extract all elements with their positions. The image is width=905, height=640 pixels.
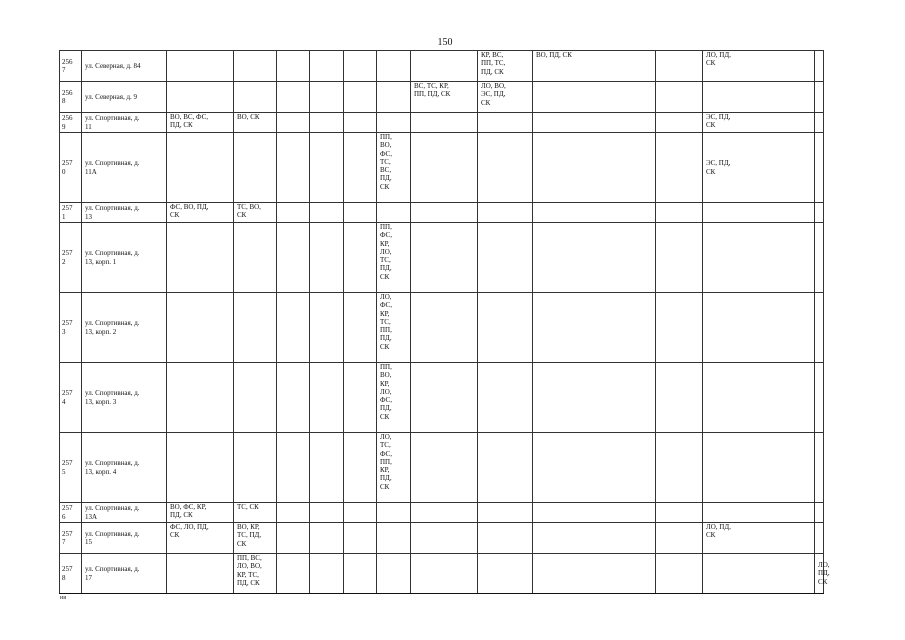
value-cell: [533, 363, 656, 433]
address-cell: ул. Северная, д. 9: [82, 82, 167, 113]
row-number-cell: 257 8: [60, 554, 82, 594]
value-cell: [815, 133, 824, 203]
value-cell: [656, 554, 703, 594]
value-cell: [234, 433, 277, 503]
value-cell: ЛО, ПД, СК: [703, 51, 815, 82]
value-cell: [344, 113, 377, 133]
value-cell: [411, 293, 478, 363]
value-cell: [533, 433, 656, 503]
row-number-cell: 257 5: [60, 433, 82, 503]
table-row: [60, 433, 824, 503]
value-cell: [167, 51, 234, 82]
value-cell: [310, 133, 344, 203]
value-cell: [344, 223, 377, 293]
value-cell: [656, 293, 703, 363]
value-cell: [234, 223, 277, 293]
table-body: [60, 51, 830, 594]
value-cell: [277, 133, 310, 203]
table-row: [60, 523, 824, 554]
table-row: [60, 554, 824, 594]
address-cell: ул. Спортивная, д. 11: [82, 113, 167, 133]
value-cell: [344, 523, 377, 554]
address-cell: ул. Спортивная, д. 13А: [82, 503, 167, 523]
value-cell: ПП, ФС, КР, ЛО, ТС, ПД, СК: [377, 223, 411, 293]
value-cell: [234, 133, 277, 203]
table-row: [60, 363, 824, 433]
value-cell: ВО, ВС, ФС, ПД, СК: [167, 113, 234, 133]
row-number-cell: 257 1: [60, 203, 82, 223]
value-cell: [344, 363, 377, 433]
value-cell: [344, 203, 377, 223]
value-cell: ЛО, ФС, КР, ТС, ПП, ПД, СК: [377, 293, 411, 363]
row-number-cell: 256 9: [60, 113, 82, 133]
value-cell: ЭС, ПД, СК: [703, 113, 815, 133]
value-cell: [478, 223, 533, 293]
value-cell: [815, 113, 824, 133]
value-cell: [277, 554, 310, 594]
table-row: [60, 51, 824, 82]
value-cell: ЛО, ВО, ЭС, ПД, СК: [478, 82, 533, 113]
address-cell: ул. Спортивная, д. 15: [82, 523, 167, 554]
value-cell: [310, 82, 344, 113]
value-cell: [656, 203, 703, 223]
value-cell: [310, 113, 344, 133]
value-cell: [277, 523, 310, 554]
data-table: [59, 50, 830, 594]
value-cell: [310, 293, 344, 363]
value-cell: [344, 82, 377, 113]
value-cell: [815, 223, 824, 293]
value-cell: [411, 51, 478, 82]
value-cell: [411, 523, 478, 554]
address-cell: ул. Спортивная, д. 17: [82, 554, 167, 594]
value-cell: [478, 293, 533, 363]
row-number-cell: 257 3: [60, 293, 82, 363]
table-row: [60, 82, 824, 113]
value-cell: [533, 113, 656, 133]
table-row: [60, 113, 824, 133]
value-cell: [656, 51, 703, 82]
row-number-cell: 257 0: [60, 133, 82, 203]
value-cell: [703, 203, 815, 223]
address-cell: ул. Спортивная, д. 11А: [82, 133, 167, 203]
value-cell: [167, 554, 234, 594]
row-number-cell: 257 7: [60, 523, 82, 554]
row-number-cell: 257 2: [60, 223, 82, 293]
value-cell: [815, 51, 824, 82]
value-cell: [533, 523, 656, 554]
address-cell: ул. Спортивная, д. 13, корп. 3: [82, 363, 167, 433]
row-number-cell: 256 8: [60, 82, 82, 113]
value-cell: [310, 203, 344, 223]
address-cell: ул. Спортивная, д. 13, корп. 4: [82, 433, 167, 503]
table-row: [60, 223, 824, 293]
value-cell: [533, 223, 656, 293]
value-cell: [277, 203, 310, 223]
value-cell: [533, 82, 656, 113]
value-cell: [344, 503, 377, 523]
table-row: [60, 133, 824, 203]
value-cell: [815, 293, 824, 363]
value-cell: [411, 203, 478, 223]
value-cell: [656, 223, 703, 293]
address-cell: ул. Спортивная, д. 13, корп. 2: [82, 293, 167, 363]
value-cell: [815, 523, 824, 554]
value-cell: [310, 554, 344, 594]
value-cell: [411, 223, 478, 293]
value-cell: ВС, ТС, КР, ПП, ПД, СК: [411, 82, 478, 113]
value-cell: [277, 113, 310, 133]
value-cell: [310, 223, 344, 293]
value-cell: ПП, ВО, ФС, ТС, ВС, ПД, СК: [377, 133, 411, 203]
value-cell: [656, 113, 703, 133]
value-cell: ВО, ФС, КР, ПД, СК: [167, 503, 234, 523]
value-cell: [533, 554, 656, 594]
value-cell: [277, 503, 310, 523]
value-cell: [277, 363, 310, 433]
value-cell: ПП, ВО, КР, ЛО, ФС, ПД, СК: [377, 363, 411, 433]
value-cell: [344, 554, 377, 594]
value-cell: [703, 503, 815, 523]
value-cell: ФС, ЛО, ПД, СК: [167, 523, 234, 554]
value-cell: [234, 82, 277, 113]
value-cell: [344, 433, 377, 503]
value-cell: [478, 113, 533, 133]
address-cell: ул. Северная, д. 84: [82, 51, 167, 82]
address-cell: ул. Спортивная, д. 13, корп. 1: [82, 223, 167, 293]
footnote: ня: [60, 595, 66, 601]
value-cell: [411, 554, 478, 594]
value-cell: [703, 223, 815, 293]
value-cell: [703, 554, 815, 594]
value-cell: [411, 433, 478, 503]
value-cell: [167, 133, 234, 203]
value-cell: [533, 133, 656, 203]
value-cell: [478, 503, 533, 523]
value-cell: [167, 363, 234, 433]
value-cell: ФС, ВО, ПД, СК: [167, 203, 234, 223]
value-cell: [656, 133, 703, 203]
value-cell: ЛО, ПД, СК: [703, 523, 815, 554]
value-cell: ЭС, ПД, СК: [703, 133, 815, 203]
value-cell: [411, 113, 478, 133]
value-cell: [533, 293, 656, 363]
value-cell: [656, 523, 703, 554]
value-cell: [310, 51, 344, 82]
value-cell: [310, 433, 344, 503]
value-cell: [478, 523, 533, 554]
row-number-cell: 257 4: [60, 363, 82, 433]
value-cell: [344, 293, 377, 363]
value-cell: [703, 293, 815, 363]
value-cell: [815, 203, 824, 223]
value-cell: [167, 82, 234, 113]
value-cell: [656, 433, 703, 503]
value-cell: [478, 363, 533, 433]
value-cell: [277, 223, 310, 293]
table-row: [60, 503, 824, 523]
value-cell: [703, 363, 815, 433]
value-cell: [234, 51, 277, 82]
value-cell: [277, 293, 310, 363]
value-cell: [703, 82, 815, 113]
value-cell: [167, 223, 234, 293]
value-cell: [478, 433, 533, 503]
value-cell: ВО, СК: [234, 113, 277, 133]
value-cell: [277, 51, 310, 82]
value-cell: [377, 82, 411, 113]
table-row: [60, 203, 824, 223]
value-cell: [533, 203, 656, 223]
row-number-cell: 257 6: [60, 503, 82, 523]
value-cell: [478, 203, 533, 223]
value-cell: [411, 363, 478, 433]
page-number: 150: [437, 37, 453, 48]
value-cell: ТС, ВО, СК: [234, 203, 277, 223]
value-cell: [167, 433, 234, 503]
value-cell: [377, 554, 411, 594]
value-cell: ЛО, ТС, ФС, ПП, КР, ПД, СК: [377, 433, 411, 503]
value-cell: ВО, КР, ТС, ПД, СК: [234, 523, 277, 554]
value-cell: [377, 523, 411, 554]
value-cell: [656, 82, 703, 113]
value-cell: ПП, ВС, ЛО, ВО, КР, ТС, ПД, СК: [234, 554, 277, 594]
value-cell: [478, 133, 533, 203]
table-row: [60, 293, 824, 363]
value-cell: [310, 523, 344, 554]
value-cell: [344, 133, 377, 203]
value-cell: ВО, ПД, СК: [533, 51, 656, 82]
value-cell: [815, 433, 824, 503]
value-cell: [377, 503, 411, 523]
value-cell: [815, 82, 824, 113]
value-cell: [478, 554, 533, 594]
value-cell: [234, 293, 277, 363]
value-cell: [377, 51, 411, 82]
value-cell: [656, 363, 703, 433]
value-cell: [377, 203, 411, 223]
value-cell: [277, 82, 310, 113]
value-cell: ЛО, ПД, СК: [815, 554, 824, 594]
value-cell: [703, 433, 815, 503]
value-cell: [167, 293, 234, 363]
value-cell: [310, 503, 344, 523]
value-cell: [344, 51, 377, 82]
value-cell: [277, 433, 310, 503]
row-number-cell: 256 7: [60, 51, 82, 82]
value-cell: [533, 503, 656, 523]
value-cell: [377, 113, 411, 133]
value-cell: [815, 363, 824, 433]
value-cell: [411, 133, 478, 203]
value-cell: [815, 503, 824, 523]
value-cell: [310, 363, 344, 433]
value-cell: [411, 503, 478, 523]
address-cell: ул. Спортивная, д. 13: [82, 203, 167, 223]
value-cell: КР, ВС, ПП, ТС, ПД, СК: [478, 51, 533, 82]
value-cell: [656, 503, 703, 523]
value-cell: ТС, СК: [234, 503, 277, 523]
value-cell: [234, 363, 277, 433]
